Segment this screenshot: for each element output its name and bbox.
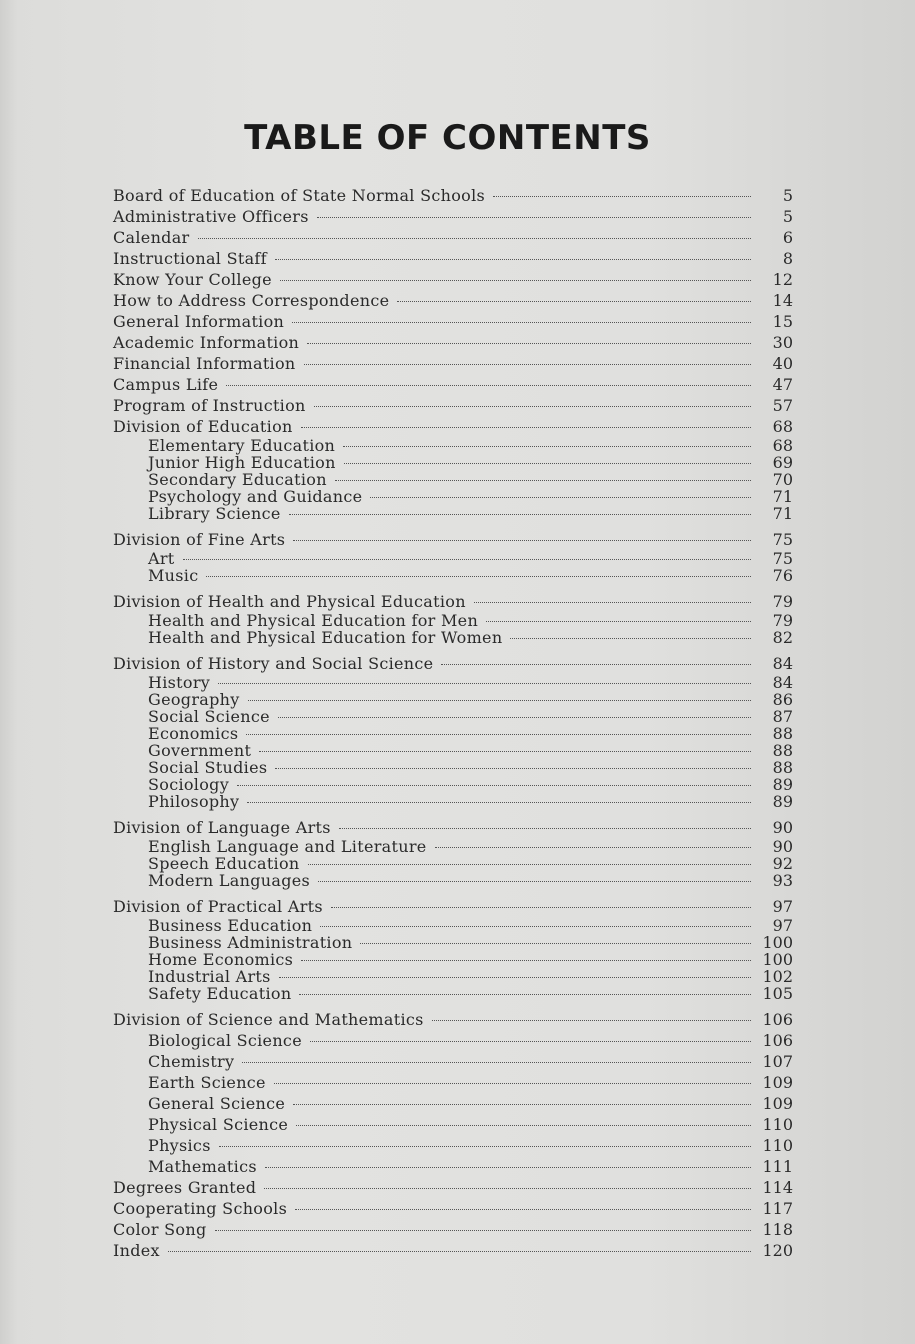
toc-entry-label: Music — [148, 566, 199, 585]
toc-subentry — [113, 612, 793, 629]
dot-leader — [432, 1019, 751, 1021]
toc-entry-page: 100 — [762, 933, 793, 952]
toc-entry-label: Division of Language Arts — [113, 818, 331, 837]
dot-leader — [307, 342, 751, 344]
toc-entry-label: Business Administration — [148, 933, 353, 952]
toc-subentry — [113, 968, 793, 985]
toc-entry-label: Geography — [148, 690, 240, 709]
dot-leader — [339, 827, 751, 829]
toc-subentry — [113, 838, 793, 855]
toc-entry-label: Health and Physical Education for Women — [148, 628, 503, 647]
toc-entry-page: 93 — [772, 871, 793, 890]
toc-entry-page: 110 — [762, 1136, 793, 1155]
dot-leader — [331, 906, 751, 908]
toc-subentry — [113, 951, 793, 968]
toc-entry-label: Secondary Education — [148, 470, 327, 489]
toc-entry-page: 14 — [772, 291, 793, 310]
toc-entry-label: Know Your College — [113, 270, 272, 289]
dot-leader — [301, 959, 751, 961]
toc-entry-page: 79 — [772, 611, 793, 630]
toc-entry-page: 111 — [762, 1157, 793, 1176]
toc-entry-page: 86 — [772, 690, 793, 709]
dot-leader — [295, 1208, 751, 1210]
toc-entry-label: Modern Languages — [148, 871, 311, 890]
toc-entry — [113, 1240, 793, 1261]
toc-entry-label: Physics — [148, 1136, 211, 1155]
toc-entry-page: 75 — [772, 530, 793, 549]
dot-leader — [343, 445, 751, 447]
dot-leader — [259, 750, 751, 752]
dot-leader — [248, 699, 751, 701]
toc-entry — [113, 290, 793, 311]
page-title: TABLE OF CONTENTS — [244, 118, 651, 158]
toc-entry-label: Economics — [148, 724, 239, 743]
toc-subentry — [113, 742, 793, 759]
dot-leader — [435, 846, 751, 848]
toc-entry — [113, 896, 793, 917]
toc-subentry — [113, 872, 793, 889]
toc-subentry — [113, 488, 793, 505]
toc-entry-page: 68 — [772, 417, 793, 436]
toc-entry-page: 120 — [762, 1241, 793, 1260]
toc-entry-page: 109 — [762, 1073, 793, 1092]
toc-entry-page: 6 — [782, 228, 793, 247]
dot-leader — [310, 1040, 751, 1042]
toc-entry-label: Color Song — [113, 1220, 207, 1239]
toc-entry-page: 30 — [772, 333, 793, 352]
toc-entry-label: Mathematics — [148, 1157, 257, 1176]
toc-entry — [113, 311, 793, 332]
toc-entry-label: History — [148, 673, 211, 692]
dot-leader — [264, 1187, 751, 1189]
toc-entry-label: Division of Science and Mathematics — [113, 1010, 424, 1029]
toc-entry — [113, 653, 793, 674]
dot-leader — [289, 513, 751, 515]
toc-entry-label: Division of Education — [113, 417, 293, 436]
toc-entry-page: 8 — [782, 249, 793, 268]
toc-entry-page: 79 — [772, 592, 793, 611]
dot-leader — [510, 637, 751, 639]
dot-leader — [493, 195, 751, 197]
toc-entry-label: How to Address Correspondence — [113, 291, 390, 310]
dot-leader — [215, 1229, 752, 1231]
toc-entry-label: Elementary Education — [148, 436, 336, 455]
toc-entry-page: 92 — [772, 854, 793, 873]
toc-entry-page: 89 — [772, 775, 793, 794]
toc-entry-page: 71 — [772, 504, 793, 523]
dot-leader — [318, 880, 751, 882]
toc-entry-label: English Language and Literature — [148, 837, 427, 856]
toc-entry-label: Index — [113, 1241, 160, 1260]
toc-entry-page: 75 — [772, 549, 793, 568]
dot-leader — [292, 321, 751, 323]
toc-entry-page: 114 — [762, 1178, 793, 1197]
toc-entry — [113, 529, 793, 550]
toc-entry-page: 84 — [772, 673, 793, 692]
toc-entry-label: Art — [148, 549, 175, 568]
toc-entry-label: Financial Information — [113, 354, 296, 373]
toc-entry-page: 90 — [772, 837, 793, 856]
toc-subentry — [113, 691, 793, 708]
dot-leader — [486, 620, 751, 622]
toc-entry-label: Industrial Arts — [148, 967, 271, 986]
toc-entry-label: Philosophy — [148, 792, 240, 811]
toc-entry-page: 82 — [772, 628, 793, 647]
toc-entry-label: Division of Practical Arts — [113, 897, 323, 916]
toc-entry-label: Social Science — [148, 707, 270, 726]
toc-entry-label: Health and Physical Education for Men — [148, 611, 479, 630]
dot-leader — [246, 733, 751, 735]
toc-entry-label: Division of Fine Arts — [113, 530, 286, 549]
toc-subentry — [113, 505, 793, 522]
toc-entry-page: 76 — [772, 566, 793, 585]
dot-leader — [293, 539, 751, 541]
toc-entry — [113, 416, 793, 437]
toc-entry-label: Cooperating Schools — [113, 1199, 288, 1218]
dot-leader — [206, 575, 751, 577]
toc-entry-page: 5 — [782, 186, 793, 205]
dot-leader — [168, 1250, 751, 1252]
toc-subentry — [113, 1093, 793, 1114]
toc-entry-label: Home Economics — [148, 950, 294, 969]
toc-entry-label: Program of Instruction — [113, 396, 306, 415]
dot-leader — [279, 976, 751, 978]
toc-entry-label: Campus Life — [113, 375, 219, 394]
toc-subentry — [113, 793, 793, 810]
dot-leader — [275, 258, 751, 260]
dot-leader — [198, 237, 751, 239]
toc-subentry — [113, 855, 793, 872]
dot-leader — [278, 716, 751, 718]
toc-subentry — [113, 567, 793, 584]
toc-entry — [113, 1219, 793, 1240]
toc-subentry — [113, 708, 793, 725]
toc-entry-label: General Information — [113, 312, 285, 331]
dot-leader — [301, 426, 751, 428]
toc-entry — [113, 248, 793, 269]
toc-entry-page: 109 — [762, 1094, 793, 1113]
toc-entry-page: 106 — [762, 1010, 793, 1029]
toc-entry — [113, 817, 793, 838]
toc-entry — [113, 591, 793, 612]
toc-entry-page: 88 — [772, 724, 793, 743]
toc-entry-label: Biological Science — [148, 1031, 302, 1050]
toc-subentry — [113, 629, 793, 646]
toc-entry-label: Safety Education — [148, 984, 292, 1003]
toc-entry — [113, 1177, 793, 1198]
toc-entry-page: 97 — [772, 897, 793, 916]
toc-subentry — [113, 1072, 793, 1093]
toc-entry-page: 105 — [762, 984, 793, 1003]
dot-leader — [237, 784, 751, 786]
dot-leader — [335, 479, 751, 481]
toc-entry-page: 15 — [772, 312, 793, 331]
toc-entry-page: 117 — [762, 1199, 793, 1218]
toc-entry — [113, 1009, 793, 1030]
toc-entry — [113, 374, 793, 395]
toc-entry — [113, 269, 793, 290]
dot-leader — [320, 925, 751, 927]
toc-entry-label: Physical Science — [148, 1115, 289, 1134]
dot-leader — [441, 663, 751, 665]
toc-entry-label: Sociology — [148, 775, 230, 794]
toc-entry-page: 88 — [772, 741, 793, 760]
toc-entry-label: Administrative Officers — [113, 207, 309, 226]
toc-subentry — [113, 985, 793, 1002]
toc-subentry — [113, 437, 793, 454]
toc-entry-label: Library Science — [148, 504, 281, 523]
toc-entry-page: 12 — [772, 270, 793, 289]
toc-subentry — [113, 759, 793, 776]
toc-entry-label: Psychology and Guidance — [148, 487, 363, 506]
dot-leader — [293, 1103, 751, 1105]
toc-subentry — [113, 1135, 793, 1156]
toc-entry-page: 90 — [772, 818, 793, 837]
toc-entry-label: General Science — [148, 1094, 286, 1113]
toc-subentry — [113, 1156, 793, 1177]
toc-subentry — [113, 550, 793, 567]
toc-entry-label: Social Studies — [148, 758, 268, 777]
toc-entry — [113, 206, 793, 227]
toc-entry-page: 97 — [772, 916, 793, 935]
toc-entry-label: Speech Education — [148, 854, 300, 873]
toc-entry-page: 118 — [762, 1220, 793, 1239]
toc-entry-page: 71 — [772, 487, 793, 506]
dot-leader — [370, 496, 751, 498]
dot-leader — [280, 279, 751, 281]
dot-leader — [314, 405, 751, 407]
toc-entry-label: Division of Health and Physical Education — [113, 592, 466, 611]
toc-entry-label: Board of Education of State Normal Schools — [113, 186, 486, 205]
toc-entry — [113, 332, 793, 353]
toc-entry-label: Degrees Granted — [113, 1178, 257, 1197]
dot-leader — [265, 1166, 751, 1168]
dot-leader — [274, 1082, 751, 1084]
toc-subentry — [113, 1030, 793, 1051]
toc-subentry — [113, 725, 793, 742]
toc-entry-page: 69 — [772, 453, 793, 472]
toc-entry — [113, 185, 793, 206]
toc-entry-page: 87 — [772, 707, 793, 726]
toc-entry-page: 89 — [772, 792, 793, 811]
dot-leader — [299, 993, 751, 995]
toc-entry-label: Division of History and Social Science — [113, 654, 434, 673]
dot-leader — [296, 1124, 751, 1126]
dot-leader — [183, 558, 751, 560]
table-of-contents — [113, 185, 793, 1261]
dot-leader — [242, 1061, 751, 1063]
toc-entry-label: Earth Science — [148, 1073, 266, 1092]
toc-entry-page: 88 — [772, 758, 793, 777]
dot-leader — [304, 363, 751, 365]
toc-entry-page: 106 — [762, 1031, 793, 1050]
toc-entry-label: Chemistry — [148, 1052, 235, 1071]
toc-subentry — [113, 776, 793, 793]
dot-leader — [275, 767, 751, 769]
dot-leader — [317, 216, 751, 218]
page-edge-shadow — [0, 0, 18, 1344]
toc-entry-page: 102 — [762, 967, 793, 986]
toc-entry-page: 107 — [762, 1052, 793, 1071]
toc-entry — [113, 353, 793, 374]
toc-entry-label: Junior High Education — [148, 453, 336, 472]
toc-entry — [113, 1198, 793, 1219]
dot-leader — [360, 942, 751, 944]
toc-entry-label: Calendar — [113, 228, 190, 247]
toc-subentry — [113, 674, 793, 691]
toc-subentry — [113, 934, 793, 951]
toc-entry-label: Instructional Staff — [113, 249, 267, 268]
toc-subentry — [113, 471, 793, 488]
dot-leader — [344, 462, 751, 464]
toc-subentry — [113, 1051, 793, 1072]
toc-entry-page: 100 — [762, 950, 793, 969]
toc-subentry — [113, 1114, 793, 1135]
dot-leader — [219, 1145, 751, 1147]
dot-leader — [308, 863, 751, 865]
toc-entry-page: 68 — [772, 436, 793, 455]
toc-entry-page: 47 — [772, 375, 793, 394]
dot-leader — [474, 601, 751, 603]
toc-entry-label: Business Education — [148, 916, 313, 935]
dot-leader — [218, 682, 751, 684]
dot-leader — [397, 300, 751, 302]
toc-entry-label: Academic Information — [113, 333, 300, 352]
toc-entry-page: 5 — [782, 207, 793, 226]
toc-entry — [113, 227, 793, 248]
dot-leader — [226, 384, 751, 386]
toc-entry-page: 84 — [772, 654, 793, 673]
toc-subentry — [113, 454, 793, 471]
toc-entry-page: 110 — [762, 1115, 793, 1134]
dot-leader — [247, 801, 751, 803]
toc-entry-page: 40 — [772, 354, 793, 373]
toc-subentry — [113, 917, 793, 934]
toc-entry-page: 70 — [772, 470, 793, 489]
toc-entry-page: 57 — [772, 396, 793, 415]
toc-entry — [113, 395, 793, 416]
toc-entry-label: Government — [148, 741, 252, 760]
